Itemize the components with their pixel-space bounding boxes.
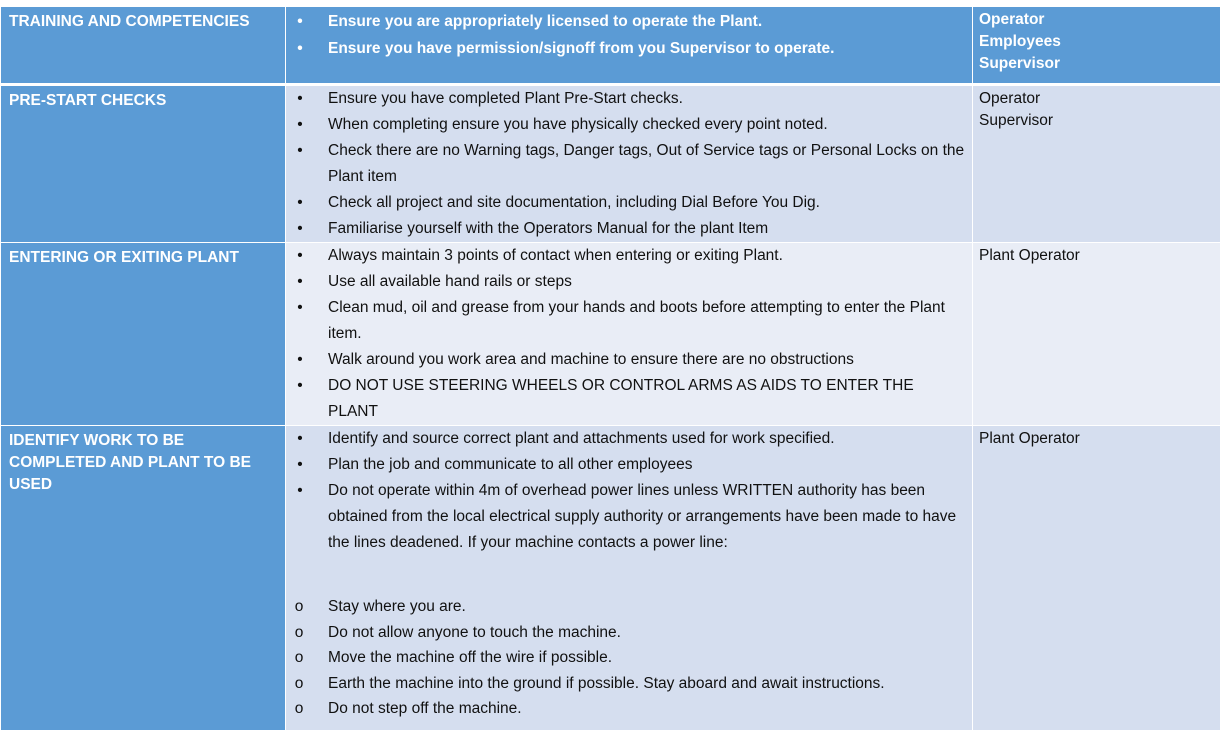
circle-bullet-icon: o xyxy=(294,700,304,718)
table-row-training xyxy=(1,7,1221,85)
task-text: Do not operate within 4m of overhead power lines unless WRITTEN authority has been obtained from the local electrical supply authority or arrangements have been made to have the lines deadened. If your machine contacts a power line: xyxy=(328,482,957,551)
sub-list-item xyxy=(286,594,972,620)
task-list xyxy=(286,7,972,62)
bullet-icon: • xyxy=(297,247,303,264)
responsible-cell xyxy=(973,243,1221,426)
tasks-cell xyxy=(286,7,973,85)
task-text: Ensure you have permission/signoff from you Supervisor to operate. xyxy=(328,40,835,57)
list-item xyxy=(286,295,972,347)
task-list xyxy=(286,86,972,242)
tasks-cell xyxy=(286,85,973,243)
responsible-role: Plant Operator xyxy=(979,430,1080,447)
bullet-icon: • xyxy=(297,273,303,290)
responsible-role: Operator xyxy=(979,90,1041,107)
sub-task-text: Earth the machine into the ground if possible. Stay aboard and await instructions. xyxy=(328,674,885,692)
sub-list-item xyxy=(286,645,972,671)
bullet-icon: • xyxy=(297,116,303,133)
responsible-role: Supervisor xyxy=(979,112,1054,129)
sub-task-text: Stay where you are. xyxy=(328,598,466,615)
responsible-role: Operator xyxy=(979,11,1045,28)
bullet-icon: • xyxy=(297,220,303,237)
bullet-icon: • xyxy=(297,456,303,473)
sub-task-text: Move the machine off the wire if possible. xyxy=(328,649,613,667)
task-text: Identify and source correct plant and attachments used for work specified. xyxy=(328,430,835,447)
responsible-role: Plant Operator xyxy=(979,247,1080,264)
bullet-icon: • xyxy=(297,377,303,394)
bullet-icon: • xyxy=(297,351,303,368)
task-list xyxy=(286,243,972,425)
power-line-sub-list xyxy=(286,594,972,722)
circle-bullet-icon: o xyxy=(294,649,304,667)
list-item xyxy=(286,8,972,35)
task-text: Always maintain 3 points of contact when entering or exiting Plant. xyxy=(328,247,783,264)
list-item xyxy=(286,478,972,556)
task-list xyxy=(286,426,972,556)
task-text: Ensure you are appropriately licensed to operate the Plant. xyxy=(328,13,763,30)
list-item xyxy=(286,138,972,190)
bullet-icon: • xyxy=(297,90,303,107)
circle-bullet-icon: o xyxy=(294,598,304,615)
table-row-identify-work xyxy=(1,426,1221,731)
bullet-icon: • xyxy=(297,299,303,316)
task-text: Plan the job and communicate to all other employees xyxy=(328,456,693,473)
list-item xyxy=(286,269,972,295)
bullet-icon: • xyxy=(297,430,303,447)
category-cell: PRE-START CHECKS xyxy=(1,85,286,243)
responsible-cell xyxy=(973,426,1221,731)
category-cell: IDENTIFY WORK TO BE COMPLETED AND PLANT TO BE USED xyxy=(1,426,286,731)
table-row-entering-exiting xyxy=(1,243,1221,426)
table-row-pre-start xyxy=(1,85,1221,243)
tasks-cell xyxy=(286,243,973,426)
list-item xyxy=(286,190,972,216)
task-text: Clean mud, oil and grease from your hands and boots before attempting to enter the Plant item. xyxy=(328,299,945,342)
circle-bullet-icon: o xyxy=(294,623,304,641)
task-text: Check there are no Warning tags, Danger tags, Out of Service tags or Personal Locks on the Plant item xyxy=(328,142,965,185)
bullet-icon: • xyxy=(297,194,303,211)
responsible-cell xyxy=(973,85,1221,243)
spacer xyxy=(286,556,972,594)
task-text: Familiarise yourself with the Operators Manual for the plant Item xyxy=(328,220,769,237)
list-item xyxy=(286,347,972,373)
circle-bullet-icon: o xyxy=(294,674,304,692)
category-cell: TRAINING AND COMPETENCIES xyxy=(1,7,286,85)
bullet-icon: • xyxy=(297,13,303,30)
list-item xyxy=(286,373,972,425)
list-item xyxy=(286,452,972,478)
bullet-icon: • xyxy=(297,142,303,159)
task-text: When completing ensure you have physically checked every point noted. xyxy=(328,116,828,133)
responsible-role: Employees xyxy=(979,33,1061,50)
plant-safety-table xyxy=(0,6,1221,731)
list-item xyxy=(286,112,972,138)
responsible-cell xyxy=(973,7,1221,85)
list-item xyxy=(286,86,972,112)
task-text: Check all project and site documentation, including Dial Before You Dig. xyxy=(328,194,820,211)
task-text: Walk around you work area and machine to ensure there are no obstructions xyxy=(328,351,854,368)
task-text: DO NOT USE STEERING WHEELS OR CONTROL ARMS AS AIDS TO ENTER THE PLANT xyxy=(328,377,914,420)
tasks-cell xyxy=(286,426,973,731)
sub-task-text: Do not step off the machine. xyxy=(328,700,522,718)
list-item xyxy=(286,35,972,62)
sub-list-item xyxy=(286,620,972,646)
bullet-icon: • xyxy=(297,482,303,499)
sub-list-item xyxy=(286,696,972,722)
bullet-icon: • xyxy=(297,40,303,57)
task-text: Use all available hand rails or steps xyxy=(328,273,572,290)
sub-task-text: Do not allow anyone to touch the machine. xyxy=(328,623,621,641)
list-item xyxy=(286,216,972,242)
list-item xyxy=(286,426,972,452)
sub-list-item xyxy=(286,671,972,697)
responsible-role: Supervisor xyxy=(979,55,1060,72)
list-item xyxy=(286,243,972,269)
task-text: Ensure you have completed Plant Pre-Start checks. xyxy=(328,90,683,107)
category-cell: ENTERING OR EXITING PLANT xyxy=(1,243,286,426)
